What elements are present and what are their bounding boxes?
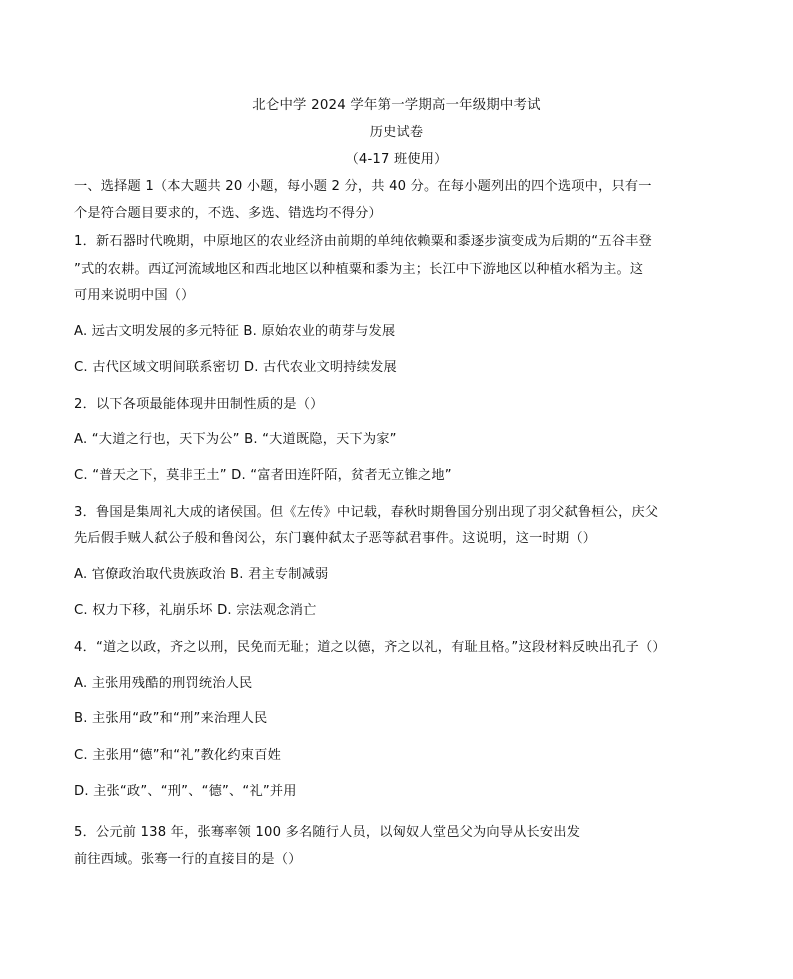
- question-4-stem: 4．“道之以政，齐之以刑，民免而无耻；道之以德，齐之以礼，有耻且格。”这段材料反映出孔子（）: [74, 640, 666, 655]
- question-5-stem-line-2: 前往西域。张骞一行的直接目的是（）: [74, 852, 302, 867]
- question-3-option-ab[interactable]: A. 官僚政治取代贵族政治 B. 君主专制减弱: [74, 567, 329, 582]
- question-2-stem: 2．以下各项最能体现井田制性质的是（）: [74, 397, 324, 412]
- question-4-option-c[interactable]: C. 主张用“德”和“礼”教化约束百姓: [74, 748, 281, 763]
- question-3-stem-line-1: 3．鲁国是集周礼大成的诸侯国。但《左传》中记载，春秋时期鲁国分别出现了羽父弑鲁桓公，庆父: [74, 505, 659, 520]
- question-3-stem-line-2: 先后假手贼人弑公子般和鲁闵公，东门襄仲弑太子恶等弑君事件。这说明，这一时期（）: [74, 531, 597, 546]
- section-instructions-line-2: 个是符合题目要求的，不选、多选、错选均不得分）: [74, 206, 382, 221]
- question-1-stem-line-2: ”式的农耕。西辽河流域地区和西北地区以种植粟和黍为主；长江中下游地区以种植水稻为主。这: [74, 262, 644, 277]
- question-1-stem-line-3: 可用来说明中国（）: [74, 288, 195, 303]
- exam-classes: （4-17 班使用）: [345, 152, 448, 167]
- exam-subject: 历史试卷: [369, 125, 424, 140]
- question-4-option-a[interactable]: A. 主张用残酷的刑罚统治人民: [74, 676, 253, 691]
- question-3-option-cd[interactable]: C. 权力下移，礼崩乐坏 D. 宗法观念消亡: [74, 603, 317, 618]
- question-4-option-b[interactable]: B. 主张用“政”和“刑”来治理人民: [74, 711, 268, 726]
- question-4-option-d[interactable]: D. 主张“政”、“刑”、“德”、“礼”并用: [74, 784, 297, 799]
- exam-title: 北仑中学 2024 学年第一学期高一年级期中考试: [252, 98, 541, 113]
- question-5-stem-line-1: 5．公元前 138 年，张骞率领 100 多名随行人员，以匈奴人堂邑父为向导从长安出发: [74, 825, 581, 840]
- question-2-option-ab[interactable]: A. “大道之行也，天下为公” B. “大道既隐，天下为家”: [74, 432, 397, 447]
- question-2-option-cd[interactable]: C. “普天之下，莫非王土” D. “富者田连阡陌，贫者无立锥之地”: [74, 468, 452, 483]
- question-1-option-cd[interactable]: C. 古代区域文明间联系密切 D. 古代农业文明持续发展: [74, 360, 397, 375]
- section-instructions-line-1: 一、选择题 1（本大题共 20 小题，每小题 2 分，共 40 分。在每小题列出的四个选项中，只有一: [74, 179, 652, 194]
- question-1-option-ab[interactable]: A. 远古文明发展的多元特征 B. 原始农业的萌芽与发展: [74, 324, 396, 339]
- question-1-stem-line-1: 1．新石器时代晚期，中原地区的农业经济由前期的单纯依赖粟和黍逐步演变成为后期的“五谷丰登: [74, 234, 652, 249]
